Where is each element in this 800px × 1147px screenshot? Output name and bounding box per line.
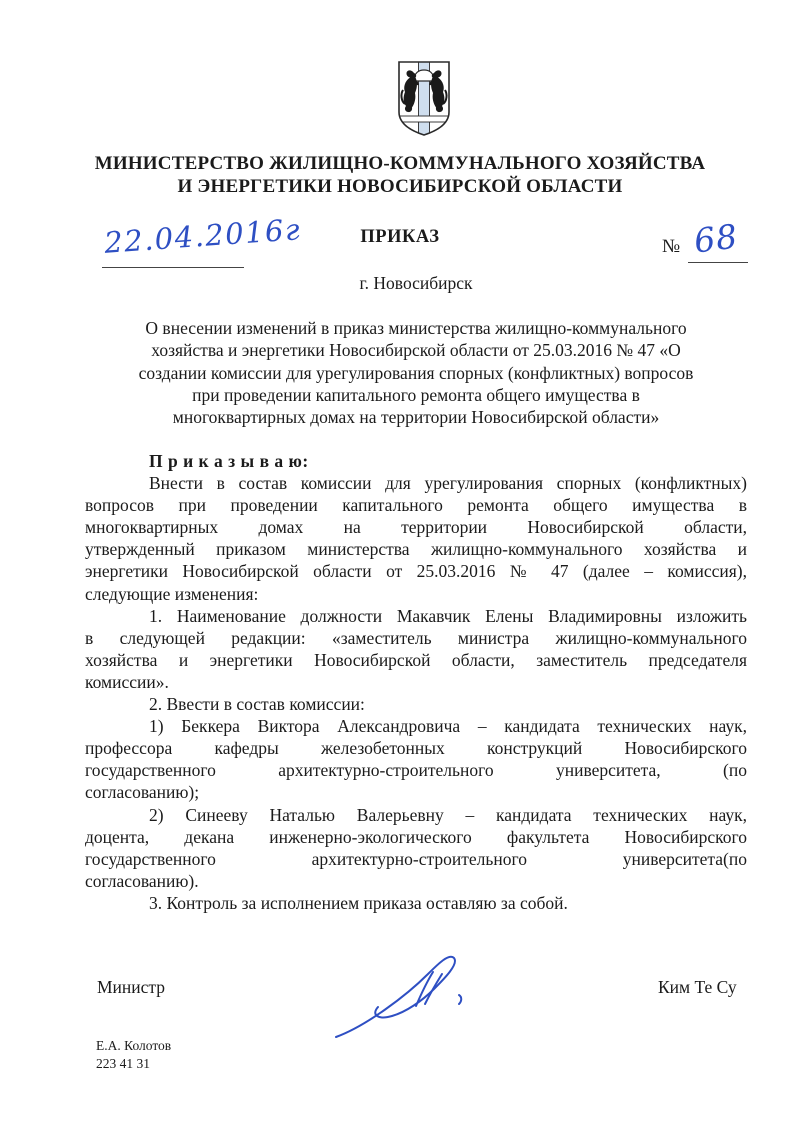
- body-line: 1) Беккера Виктора Александровича – кандидата технических наук,: [149, 716, 747, 737]
- body-line: 2. Ввести в состав комиссии:: [149, 694, 365, 715]
- executor-phone: 223 41 31: [96, 1055, 150, 1071]
- body-line: государственного архитектурно-строительного университета, (по: [85, 760, 747, 781]
- title-line: хозяйства и энергетики Новосибирской области от 25.03.2016 № 47 «О: [151, 340, 681, 361]
- title-line: многоквартирных домах на территории Новосибирской области»: [172, 407, 660, 428]
- body-line: комиссии».: [85, 671, 169, 692]
- body-line: 3. Контроль за исполнением приказа оставляю за собой.: [149, 892, 568, 913]
- date-underline: [102, 267, 244, 268]
- body-line: следующие изменения:: [85, 583, 259, 604]
- title-line: при проведении капитального ремонта общего имущества в: [192, 384, 640, 405]
- title-line: создании комиссии для урегулирования спорных (конфликтных) вопросов: [138, 362, 694, 383]
- document-type-heading: ПРИКАЗ: [360, 227, 440, 247]
- body-line: государственного архитектурно-строительного университета(по: [85, 848, 747, 869]
- minister-signature-icon: [330, 946, 480, 1046]
- number-underline: [688, 262, 748, 263]
- body-line: Внести в состав комиссии для урегулирования спорных (конфликтных): [149, 473, 747, 494]
- body-line: согласованию).: [85, 870, 199, 891]
- document-body: [85, 450, 747, 914]
- body-line: профессора кафедры железобетонных конструкций Новосибирского: [85, 738, 747, 759]
- handwritten-number: 68: [691, 216, 741, 261]
- city-line: г. Новосибирск: [359, 273, 473, 293]
- body-line: 1. Наименование должности Макавчик Елены Владимировны изложить: [149, 605, 747, 626]
- body-line: доцента, декана инженерно-экологического факультета Новосибирского: [85, 826, 747, 847]
- signer-position: Министр: [97, 977, 166, 997]
- body-line: в следующей редакции: «заместитель министра жилищно-коммунального: [85, 627, 747, 648]
- body-line: энергетики Новосибирской области от 25.03.2016 № 47 (далее – комиссия),: [85, 561, 747, 582]
- body-line: хозяйства и энергетики Новосибирской области, заместитель председателя: [85, 649, 747, 670]
- title-line: О внесении изменений в приказ министерства жилищно-коммунального: [145, 318, 687, 338]
- body-line: 2) Синееву Наталью Валерьевну – кандидата технических наук,: [149, 804, 747, 825]
- executor-name: Е.А. Колотов: [96, 1038, 172, 1053]
- order-word: П р и к а з ы в а ю:: [149, 451, 309, 471]
- executor-block: [96, 1037, 171, 1072]
- ministry-name-line2: И ЭНЕРГЕТИКИ НОВОСИБИРСКОЙ ОБЛАСТИ: [177, 176, 623, 197]
- body-line: многоквартирных домах на территории Новосибирской области,: [85, 517, 747, 538]
- number-sign-label: №: [662, 236, 681, 257]
- signer-name: Ким Те Су: [658, 977, 737, 997]
- body-line: вопросов при проведении капитального ремонта общего имущества в: [85, 495, 747, 516]
- body-line: согласованию);: [85, 782, 200, 803]
- handwritten-date: 22.04.2016г: [103, 212, 303, 260]
- ministry-name-line1: МИНИСТЕРСТВО ЖИЛИЩНО-КОММУНАЛЬНОГО ХОЗЯЙСТВА: [94, 153, 706, 174]
- page-title: [85, 317, 747, 428]
- body-line: утвержденный приказом министерства жилищно-коммунального хозяйства и: [85, 539, 747, 560]
- ministry-name: [0, 152, 800, 198]
- coat-of-arms-icon: [397, 60, 451, 142]
